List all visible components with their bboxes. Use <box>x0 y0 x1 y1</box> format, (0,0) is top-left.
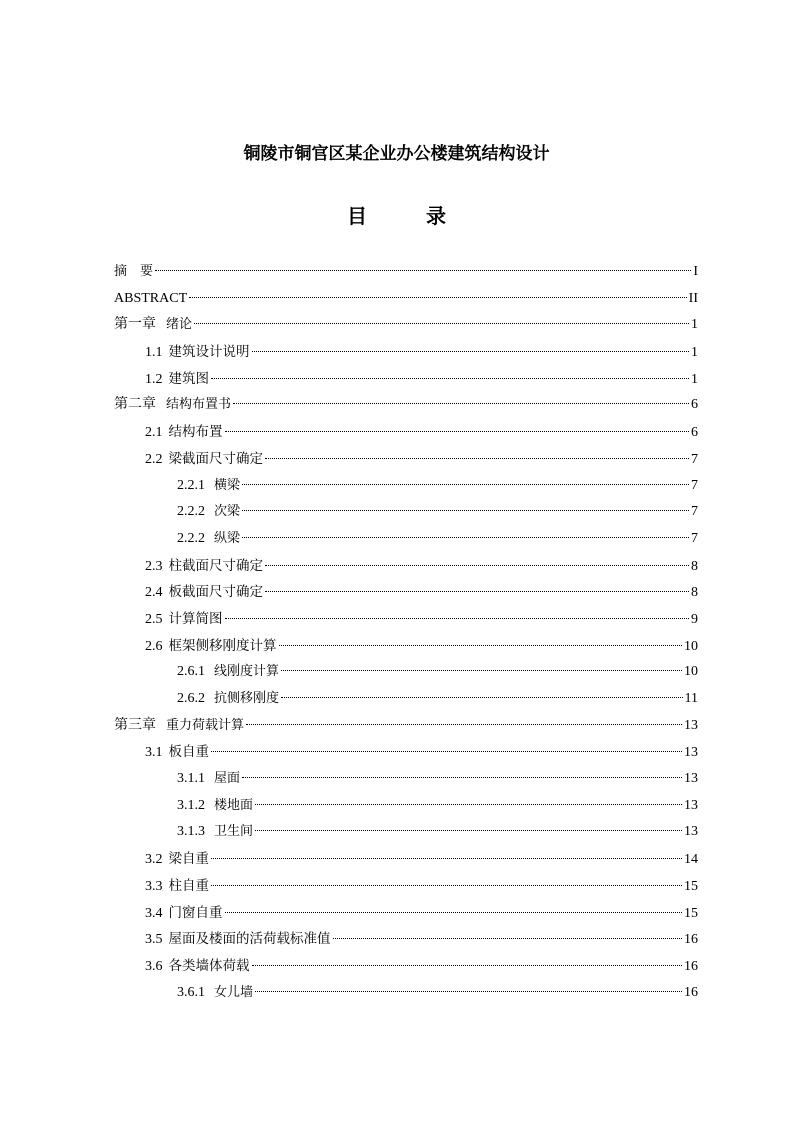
toc-entry-page-number: 7 <box>691 530 698 546</box>
toc-entry-page-number: 8 <box>691 558 698 574</box>
toc-entry[interactable] <box>114 926 698 953</box>
dot-leader <box>246 724 682 725</box>
dot-leader <box>252 965 683 966</box>
toc-entry-title: 绪论 <box>166 317 193 333</box>
toc-entry-page-number: 11 <box>684 691 698 706</box>
toc-entry-page-number: I <box>693 264 698 279</box>
toc-entry-page-number: 6 <box>691 425 698 441</box>
toc-entry[interactable] <box>114 339 698 366</box>
toc-entry-number: 第一章 <box>114 317 156 333</box>
toc-entry[interactable] <box>114 846 698 873</box>
toc-entry-page-number: 10 <box>684 638 698 654</box>
toc-entry-title: 柱截面尺寸确定 <box>168 557 263 574</box>
toc-heading: 目 录 <box>347 204 472 228</box>
toc-entry-title: 框架侧移刚度计算 <box>168 637 277 654</box>
dot-leader <box>255 991 682 992</box>
toc-entry-title: 梁自重 <box>168 851 209 868</box>
toc-entry[interactable] <box>114 259 698 286</box>
toc-entry-number: 3.1.3 <box>177 824 205 840</box>
toc-entry-number: 3.2 <box>145 852 163 868</box>
toc-entry[interactable] <box>114 312 698 339</box>
dot-leader <box>242 777 682 778</box>
dot-leader <box>255 804 682 805</box>
toc-entry-title: 屋面 <box>214 771 241 787</box>
toc-entry-title: 建筑图 <box>168 370 209 387</box>
toc-entry[interactable] <box>114 366 698 393</box>
toc-entry-number: 2.3 <box>145 558 163 574</box>
toc-entry-page-number: 9 <box>691 611 698 627</box>
dot-leader <box>211 885 682 886</box>
toc-entry-number: 2.2.1 <box>177 477 205 493</box>
dot-leader <box>242 537 689 538</box>
toc-entry-page-number: 7 <box>691 451 698 467</box>
toc-entry-title: 线刚度计算 <box>214 664 280 680</box>
toc-entry-page-number: 1 <box>691 371 698 387</box>
toc-entry[interactable] <box>114 659 698 686</box>
toc-entry-number: 2.2.2 <box>177 504 205 520</box>
toc-entry-page-number: 7 <box>691 504 698 520</box>
toc-entry-page-number: II <box>688 290 698 306</box>
dot-leader <box>242 510 689 511</box>
dot-leader <box>252 351 690 352</box>
toc-entry-title: 屋面及楼面的活荷载标准值 <box>168 931 331 948</box>
toc-entry[interactable] <box>114 713 698 740</box>
toc-entry[interactable] <box>114 606 698 633</box>
dot-leader <box>242 484 689 485</box>
toc-entry-number: 2.6 <box>145 638 163 654</box>
toc-entry-title: 纵梁 <box>214 530 241 546</box>
toc-entry-page-number: 8 <box>691 585 698 601</box>
toc-entry-title: 门窗自重 <box>168 904 223 921</box>
toc-entry-number: 3.3 <box>145 878 163 894</box>
table-of-contents <box>114 259 698 1006</box>
dot-leader <box>225 431 690 432</box>
toc-entry[interactable] <box>114 579 698 606</box>
dot-leader <box>265 565 689 566</box>
toc-entry-title: 板自重 <box>168 744 209 761</box>
toc-entry[interactable] <box>114 686 698 713</box>
toc-entry-page-number: 10 <box>684 664 698 680</box>
toc-entry-page-number: 13 <box>684 717 698 733</box>
toc-entry-title: 结构布置书 <box>166 397 232 413</box>
dot-leader <box>333 938 683 939</box>
toc-entry[interactable] <box>114 473 698 500</box>
toc-entry-page-number: 7 <box>691 477 698 493</box>
dot-leader <box>211 858 682 859</box>
toc-entry[interactable] <box>114 633 698 660</box>
toc-entry[interactable] <box>114 499 698 526</box>
toc-entry[interactable] <box>114 286 698 313</box>
dot-leader <box>189 297 687 298</box>
toc-entry-number: 3.6.1 <box>177 984 205 1000</box>
toc-entry-number: 2.6.2 <box>177 691 205 706</box>
toc-entry-page-number: 13 <box>684 797 698 813</box>
dot-leader <box>265 591 689 592</box>
toc-entry[interactable] <box>114 766 698 793</box>
toc-entry-page-number: 16 <box>684 984 698 1000</box>
toc-entry-number: 第二章 <box>114 397 156 413</box>
toc-entry[interactable] <box>114 392 698 419</box>
dot-leader <box>211 378 689 379</box>
toc-entry-number: 2.4 <box>145 585 163 601</box>
toc-entry-title: 计算简图 <box>168 610 223 627</box>
toc-entry-number: 1.1 <box>145 345 163 361</box>
toc-entry-number: 3.4 <box>145 905 163 921</box>
toc-entry-title: 结构布置 <box>168 424 223 441</box>
toc-entry-number: 3.1 <box>145 745 163 761</box>
toc-entry-number: 3.1.2 <box>177 797 205 813</box>
toc-entry-number: 2.6.1 <box>177 664 205 680</box>
toc-entry[interactable] <box>114 793 698 820</box>
toc-entry[interactable] <box>114 553 698 580</box>
toc-entry-page-number: 13 <box>684 824 698 840</box>
toc-entry[interactable] <box>114 739 698 766</box>
toc-entry-title: 梁截面尺寸确定 <box>168 450 263 467</box>
toc-entry-title: 建筑设计说明 <box>168 344 250 361</box>
toc-entry[interactable] <box>114 873 698 900</box>
dot-leader <box>265 458 689 459</box>
dot-leader <box>155 270 691 271</box>
toc-entry[interactable] <box>114 446 698 473</box>
toc-entry-page-number: 1 <box>691 317 698 333</box>
toc-entry-page-number: 13 <box>684 771 698 787</box>
toc-entry-title: 楼地面 <box>214 797 254 813</box>
dot-leader <box>281 697 683 698</box>
dot-leader <box>194 323 689 324</box>
toc-entry-page-number: 14 <box>684 852 698 868</box>
toc-entry-title: 抗侧移刚度 <box>214 691 280 706</box>
toc-entry-page-number: 1 <box>691 345 698 361</box>
toc-entry-number: 3.1.1 <box>177 771 205 787</box>
toc-entry[interactable] <box>114 900 698 927</box>
toc-entry-number: 1.2 <box>145 371 163 387</box>
toc-entry-title: 板截面尺寸确定 <box>168 584 263 601</box>
toc-entry-page-number: 16 <box>684 958 698 974</box>
toc-entry-title: 摘 要 <box>114 264 154 279</box>
toc-entry-number: 2.5 <box>145 611 163 627</box>
dot-leader <box>225 618 690 619</box>
toc-entry[interactable] <box>114 953 698 980</box>
dot-leader <box>211 751 682 752</box>
toc-entry-number: 第三章 <box>114 717 156 733</box>
toc-entry[interactable] <box>114 419 698 446</box>
toc-entry-page-number: 15 <box>684 905 698 921</box>
toc-entry-page-number: 15 <box>684 878 698 894</box>
toc-entry-number: 2.2 <box>145 451 163 467</box>
toc-entry-title: 各类墙体荷载 <box>168 957 250 974</box>
toc-entry-title: 次梁 <box>214 504 241 520</box>
toc-entry-title: 重力荷载计算 <box>166 717 245 733</box>
dot-leader <box>225 912 683 913</box>
toc-entry[interactable] <box>114 526 698 553</box>
dot-leader <box>255 830 682 831</box>
toc-entry-page-number: 16 <box>684 932 698 948</box>
toc-entry-page-number: 6 <box>691 397 698 413</box>
dot-leader <box>279 645 683 646</box>
toc-entry-page-number: 13 <box>684 745 698 761</box>
toc-entry[interactable] <box>114 819 698 846</box>
toc-entry-number: 2.1 <box>145 425 163 441</box>
dot-leader <box>233 403 689 404</box>
dot-leader <box>281 670 682 671</box>
toc-entry-number: 3.5 <box>145 932 163 948</box>
toc-entry-title: 卫生间 <box>214 824 254 840</box>
toc-entry-title: 女儿墙 <box>214 984 254 1000</box>
toc-entry-title: 横梁 <box>214 477 241 493</box>
toc-entry-title: ABSTRACT <box>114 290 188 306</box>
toc-entry-title: 柱自重 <box>168 877 209 894</box>
toc-entry-number: 2.2.2 <box>177 530 205 546</box>
toc-entry[interactable] <box>114 980 698 1007</box>
document-title: 铜陵市铜官区某企业办公楼建筑结构设计 <box>243 144 550 164</box>
toc-entry-number: 3.6 <box>145 958 163 974</box>
